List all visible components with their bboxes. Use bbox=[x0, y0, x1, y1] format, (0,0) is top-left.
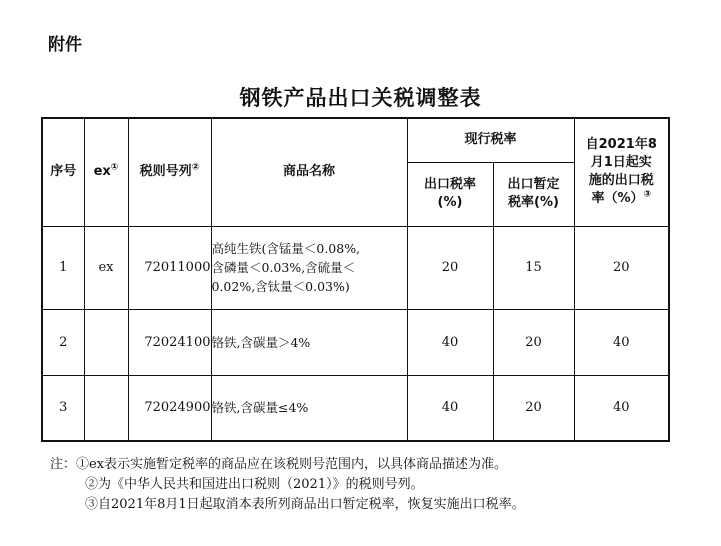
cell-provisional-rate: 20 bbox=[493, 309, 574, 375]
table-row bbox=[42, 309, 669, 375]
header-seq: 序号 bbox=[42, 118, 84, 226]
cell-provisional-rate: 15 bbox=[493, 226, 574, 309]
note-1-text: ①ex表示实施暂定税率的商品应在该税则号范围内，以具体商品描述为准。 bbox=[76, 457, 508, 472]
cell-ex: ex bbox=[84, 226, 128, 309]
header-tariff-code-label: 税则号列 bbox=[139, 164, 192, 180]
table-row bbox=[42, 226, 669, 309]
cell-seq: 3 bbox=[42, 375, 84, 441]
product-name-line: 0.02%,含钛量＜0.03%) bbox=[211, 279, 350, 294]
header-export-rate bbox=[407, 162, 493, 226]
header-new-rate-line2: 月1日起实 bbox=[590, 155, 652, 171]
product-name-line: 含磷量＜0.03%,含硫量＜ bbox=[211, 260, 356, 275]
cell-new-rate: 20 bbox=[574, 226, 669, 309]
note-2: ②为《中华人民共和国进出口税则（2021）》的税则号列。 bbox=[85, 477, 424, 492]
product-name-line: 高纯生铁(含锰量＜0.08%, bbox=[211, 241, 361, 256]
cell-ex bbox=[84, 309, 128, 375]
header-tariff-code bbox=[128, 118, 211, 226]
header-ex bbox=[84, 118, 128, 226]
cell-product-name bbox=[211, 226, 407, 309]
header-product-name: 商品名称 bbox=[211, 118, 407, 226]
cell-provisional-rate: 20 bbox=[493, 375, 574, 441]
header-new-rate-line4: 率（%） bbox=[591, 191, 644, 207]
header-new-rate-line1: 自2021年8 bbox=[585, 137, 657, 153]
header-new-rate bbox=[574, 118, 669, 226]
cell-product-name: 铬铁,含碳量≤4% bbox=[211, 375, 407, 441]
header-current-rate: 现行税率 bbox=[407, 118, 574, 162]
cell-export-rate: 20 bbox=[407, 226, 493, 309]
header-provisional-rate bbox=[493, 162, 574, 226]
header-export-rate-unit: (%) bbox=[437, 195, 463, 210]
cell-export-rate: 40 bbox=[407, 309, 493, 375]
header-export-rate-label: 出口税率 bbox=[423, 177, 476, 192]
header-provisional-rate-label: 出口暂定 bbox=[507, 177, 560, 192]
header-tariff-code-mark: ② bbox=[191, 162, 200, 173]
cell-tariff-code: 72024900 bbox=[128, 375, 211, 441]
note-3: ③自2021年8月1日起取消本表所列商品出口暂定税率，恢复实施出口税率。 bbox=[85, 497, 525, 512]
header-ex-label: ex bbox=[93, 164, 111, 180]
cell-product-name: 铬铁,含碳量＞4% bbox=[211, 309, 407, 375]
cell-new-rate: 40 bbox=[574, 309, 669, 375]
cell-seq: 1 bbox=[42, 226, 84, 309]
cell-tariff-code: 72024100 bbox=[128, 309, 211, 375]
header-new-rate-line3: 施的出口税 bbox=[588, 173, 654, 189]
cell-seq: 2 bbox=[42, 309, 84, 375]
attachment-label: 附件 bbox=[48, 35, 82, 55]
note-1 bbox=[50, 455, 525, 475]
cell-ex bbox=[84, 375, 128, 441]
document-title: 钢铁产品出口关税调整表 bbox=[239, 85, 482, 110]
table-row bbox=[42, 375, 669, 441]
header-row-1 bbox=[42, 118, 669, 162]
cell-export-rate: 40 bbox=[407, 375, 493, 441]
cell-tariff-code: 72011000 bbox=[128, 226, 211, 309]
cell-new-rate: 40 bbox=[574, 375, 669, 441]
notes bbox=[50, 455, 525, 515]
header-provisional-rate-unit: 税率(%) bbox=[508, 195, 559, 210]
notes-prefix: 注： bbox=[50, 457, 77, 472]
header-ex-mark: ① bbox=[110, 162, 119, 173]
tariff-table bbox=[41, 117, 670, 442]
header-new-rate-mark: ③ bbox=[643, 189, 652, 200]
